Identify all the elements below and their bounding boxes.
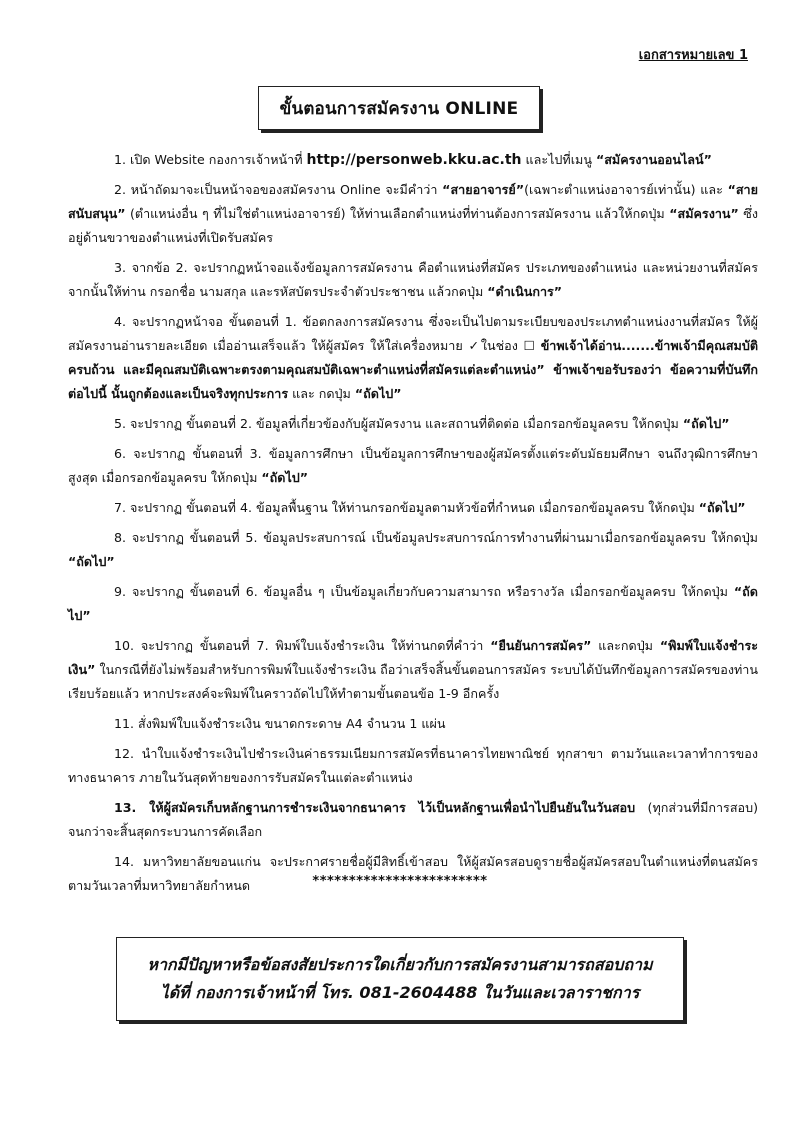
step-11: 11. สั่งพิมพ์ใบแจ้งชำระเงิน ขนาดกระดาษ A4 จำนวน 1 แผ่น: [114, 716, 446, 731]
step-3: 3. จากข้อ 2. จะปรากฏหน้าจอแจ้งข้อมูลการสมัครงาน คือตำแหน่งที่สมัคร ประเภทของตำแหน่ง และหน่วยงานที่สมัคร จากนั้นให้ท่าน กรอกชื่อ นามสกุล และรหัสบัตรประจำตัวประชาชน แล้วกดปุ่ม “ดำเนินการ”: [68, 260, 758, 299]
step-13: 13. ให้ผู้สมัครเก็บหลักฐานการชำระเงินจากธนาคาร ไว้เป็นหลักฐานเพื่อนำไปยืนยันในวันสอบ (ทุกส่วนที่มีการสอบ) จนกว่าจะสิ้นสุดกระบวนการคัดเลือก: [68, 800, 758, 839]
step-14: 14. มหาวิทยาลัยขอนแก่น จะประกาศรายชื่อผู้มีสิทธิ์เข้าสอบ ให้ผู้สมัครสอบดูรายชื่อผู้สมัครสอบในตำแหน่งที่ตนสมัคร ตามวันเวลาที่มหาวิทยาลัยกำหนด: [68, 854, 758, 893]
step-4: 4. จะปรากฏหน้าจอ ขั้นตอนที่ 1. ข้อตกลงการสมัครงาน ซึ่งจะเป็นไปตามระเบียบของประเภทตำแหน่งงานที่สมัคร ให้ผู้สมัครงานอ่านรายละเอียด เมื่ออ่านเสร็จแล้ว ให้ผู้สมัคร ให้ใส่เครื่องหมาย ✓ในช่อง ☐ ข้าพเจ้าได้อ่าน.......ข้าพเจ้ามีคุณสมบัติครบถ้วน และมีคุณสมบัติเฉพาะตรงตามคุณสมบัติเฉพาะตำแหน่งที่สมัครแต่ละตำแหน่ง” ข้าพเจ้าขอรับรองว่า ข้อความที่บันทึกต่อไปนี้ นั้นถูกต้องและเป็นจริงทุกประการ และ กดปุ่ม “ถัดไป”: [68, 314, 758, 401]
step-8: 8. จะปรากฏ ขั้นตอนที่ 5. ข้อมูลประสบการณ์ เป็นข้อมูลประสบการณ์การทำงานที่ผ่านมาเมื่อกรอกข้อมูลครบ ให้กดปุ่ม “ถัดไป”: [68, 530, 758, 569]
website-link[interactable]: http://personweb.kku.ac.th: [306, 152, 522, 168]
contact-notice-line-1: หากมีปัญหาหรือข้อสงสัยประการใดเกี่ยวกับการสมัครงานสามารถสอบถาม: [147, 955, 653, 974]
step-1: 1. เปิด Website กองการเจ้าหน้าที่ http://personweb.kku.ac.th และไปที่เมนู “สมัครงานออนไลน์”: [114, 152, 712, 168]
step-2: 2. หน้าถัดมาจะเป็นหน้าจอของสมัครงาน Online จะมีคำว่า “สายอาจารย์”(เฉพาะตำแหน่งอาจารย์เท่านั้น) และ “สายสนับสนุน” (ตำแหน่งอื่น ๆ ที่ไม่ใช่ตำแหน่งอาจารย์) ให้ท่านเลือกตำแหน่งที่ท่านต้องการสมัครงาน แล้วให้กดปุ่ม “สมัครงาน” ซึ่งอยู่ด้านขวาของตำแหน่งที่เปิดรับสมัคร: [68, 182, 759, 245]
contact-notice-line-2: ได้ที่ กองการเจ้าหน้าที่ โทร. 081-2604488 ในวันและเวลาราชการ: [160, 983, 640, 1002]
step-5: 5. จะปรากฏ ขั้นตอนที่ 2. ข้อมูลที่เกี่ยวข้องกับผู้สมัครงาน และสถานที่ติดต่อ เมื่อกรอกข้อมูลครบ ให้กดปุ่ม “ถัดไป”: [114, 416, 730, 431]
step-7: 7. จะปรากฏ ขั้นตอนที่ 4. ข้อมูลพื้นฐาน ให้ท่านกรอกข้อมูลตามหัวข้อที่กำหนด เมื่อกรอกข้อมูลครบ ให้กดปุ่ม “ถัดไป”: [114, 500, 746, 515]
step-12: 12. นำใบแจ้งชำระเงินไปชำระเงินค่าธรรมเนียมการสมัครที่ธนาคารไทยพาณิชย์ ทุกสาขา ตามวันและเวลาทำการของทางธนาคาร ภายในวันสุดท้ายของการรับสมัครในแต่ละตำแหน่ง: [68, 746, 758, 785]
asterisk-divider: ************************: [312, 874, 488, 889]
contact-notice-box: [116, 937, 684, 1021]
step-9: 9. จะปรากฏ ขั้นตอนที่ 6. ข้อมูลอื่น ๆ เป็นข้อมูลเกี่ยวกับความสามารถ หรือรางวัล เมื่อกรอกข้อมูลครบ ให้กดปุ่ม “ถัดไป”: [68, 584, 758, 623]
page-title: ขั้นตอนการสมัครงาน ONLINE: [258, 86, 540, 130]
steps-list: [68, 148, 758, 904]
step-6: 6. จะปรากฏ ขั้นตอนที่ 3. ข้อมูลการศึกษา เป็นข้อมูลการศึกษาของผู้สมัครตั้งแต่ระดับมัธยมศึกษา จนถึงวุฒิการศึกษาสูงสุด เมื่อกรอกข้อมูลครบ ให้กดปุ่ม “ถัดไป”: [68, 446, 758, 485]
step-10: 10. จะปรากฏ ขั้นตอนที่ 7. พิมพ์ใบแจ้งชำระเงิน ให้ท่านกดที่คำว่า “ยืนยันการสมัคร” และกดปุ่ม “พิมพ์ใบแจ้งชำระเงิน” ในกรณีที่ยังไม่พร้อมสำหรับการพิมพ์ใบแจ้งชำระเงิน ถือว่าเสร็จสิ้นขั้นตอนการสมัคร ระบบได้บันทึกข้อมูลการสมัครของท่านเรียบร้อยแล้ว หากประสงค์จะพิมพ์ในคราวถัดไปให้ทำตามขั้นตอนข้อ 1-9 อีกครั้ง: [68, 638, 758, 701]
document-reference: เอกสารหมายเลข 1: [638, 48, 748, 63]
